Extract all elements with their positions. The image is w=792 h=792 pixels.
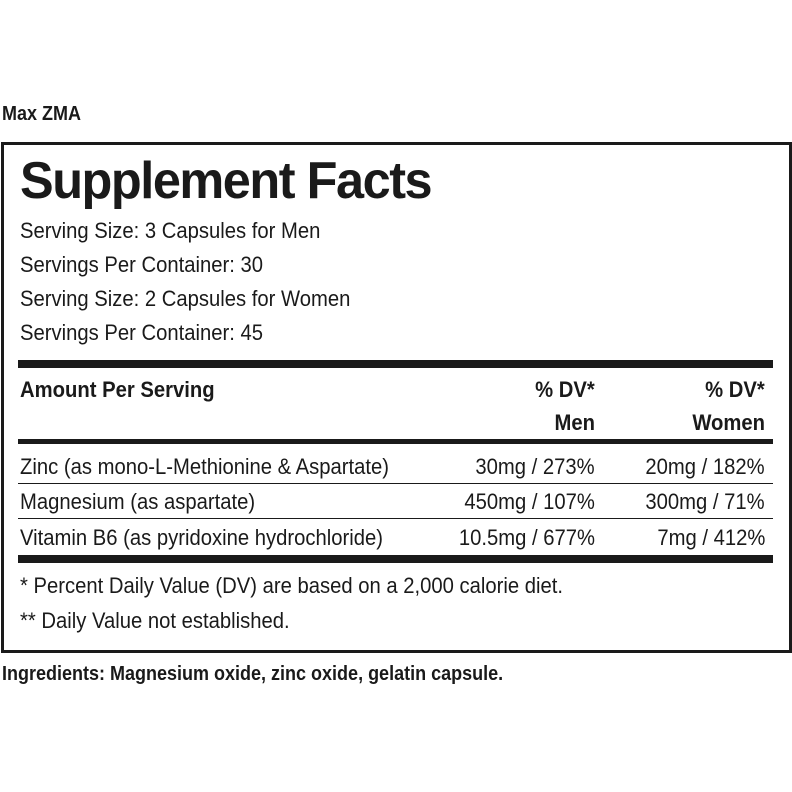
amount-per-serving-header: Amount Per Serving: [20, 377, 215, 402]
footnote-not-established: ** Daily Value not established.: [20, 608, 290, 633]
thick-divider-bottom: [18, 555, 773, 563]
nutrient-name-zinc: Zinc (as mono-L-Methionine & Aspartate): [20, 454, 389, 479]
nutrient-women-magnesium: 300mg / 71%: [645, 489, 765, 514]
product-name: Max ZMA: [2, 103, 82, 125]
row-divider: [18, 483, 773, 484]
row-divider: [18, 518, 773, 519]
nutrient-name-vitamin-b6: Vitamin B6 (as pyridoxine hydrochloride): [20, 525, 383, 550]
serving-size-women: Serving Size: 2 Capsules for Women: [20, 286, 351, 311]
supplement-facts-panel: [1, 142, 792, 653]
nutrient-women-zinc: 20mg / 182%: [645, 454, 765, 479]
ingredients-list: Ingredients: Magnesium oxide, zinc oxide, gelatin capsule.: [2, 663, 504, 685]
nutrient-women-vitamin-b6: 7mg / 412%: [656, 525, 765, 550]
footnote-dv: * Percent Daily Value (DV) are based on a 2,000 calorie diet.: [20, 573, 564, 598]
dv-women-header-line2: Women: [692, 410, 765, 435]
dv-men-header-line2: Men: [554, 410, 595, 435]
dv-men-header-line1: % DV*: [535, 377, 595, 402]
servings-per-container-women: Servings Per Container: 45: [20, 320, 264, 345]
thick-divider: [18, 360, 773, 368]
panel-title: Supplement Facts: [20, 152, 432, 210]
nutrient-name-magnesium: Magnesium (as aspartate): [20, 489, 256, 514]
servings-per-container-men: Servings Per Container: 30: [20, 252, 264, 277]
header-divider: [18, 439, 773, 444]
dv-women-header-line1: % DV*: [705, 377, 765, 402]
nutrient-men-vitamin-b6: 10.5mg / 677%: [458, 525, 595, 550]
serving-size-men: Serving Size: 3 Capsules for Men: [20, 218, 321, 243]
nutrient-men-zinc: 30mg / 273%: [475, 454, 595, 479]
nutrient-men-magnesium: 450mg / 107%: [464, 489, 595, 514]
